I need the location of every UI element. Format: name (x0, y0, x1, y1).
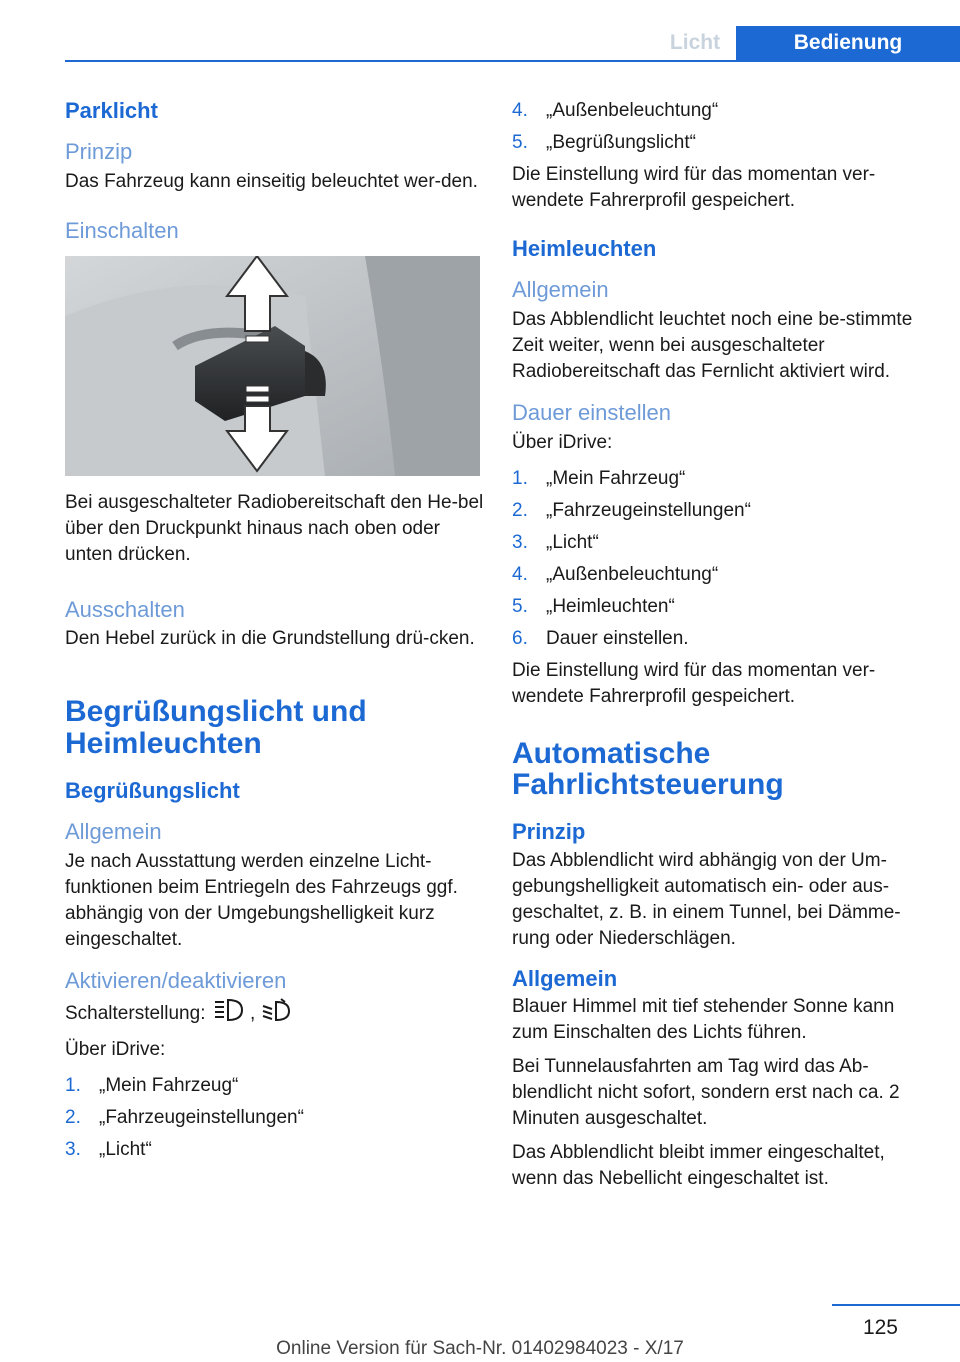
paragraph-einschalten: Bei ausgeschalteter Radiobereitschaft den He-bel über den Druckpunkt hinaus nach oben oder unten drücken. (65, 491, 484, 565)
steps-list-begruessungslicht (65, 1073, 485, 1163)
chapter-tab-bedienung: Bedienung (736, 26, 960, 60)
paragraph-allgemein-heim: Das Abblendlicht leuchtet noch eine be-stimmte Zeit weiter, wenn bei ausgeschalteter Radiobereitschaft das Fernlicht aktiviert wird. (512, 308, 913, 382)
page-number: 125 (862, 1316, 898, 1339)
idrive-label: Über iDrive: (65, 1039, 166, 1061)
section-heading-heimleuchten: Heimleuchten (512, 236, 657, 261)
list-item: 3. „Licht“ (65, 1139, 152, 1161)
section-heading-begruessungslicht: Begrüßungslicht (65, 777, 240, 803)
low-beam-icon (261, 997, 291, 1031)
idrive-label-right: Über iDrive: (512, 431, 613, 453)
switch-position-comma: , (250, 1003, 256, 1025)
list-item: 4. „Außenbeleuchtung“ (512, 100, 719, 121)
subheading-ausschalten: Ausschalten (65, 596, 185, 622)
list-item: 1. „Mein Fahrzeug“ (65, 1075, 239, 1097)
steps-list-heimleuchten (512, 466, 932, 652)
header-rule (65, 60, 960, 62)
page-header (0, 0, 960, 62)
subheading-allgemein-heim: Allgemein (512, 277, 609, 303)
paragraph-saved-2: Die Einstellung wird für das momentan ver-wendete Fahrerprofil gespeichert. (512, 659, 876, 707)
section-heading-prinzip: Prinzip (512, 819, 586, 845)
chapter-heading-begruessungslicht: Begrüßungslicht und Heimleuchten (65, 695, 367, 760)
subheading-prinzip: Prinzip (65, 139, 133, 165)
parking-light-icon (211, 997, 245, 1031)
paragraph-blauer-himmel: Blauer Himmel mit tief stehender Sonne kann zum Einschalten des Lichts führen. (512, 995, 895, 1043)
list-item: 5. „Begrüßungslicht“ (512, 132, 696, 153)
left-column (65, 98, 485, 1169)
paragraph-saved-1: Die Einstellung wird für das momentan ver-wendete Fahrerprofil gespeichert. (512, 164, 876, 211)
chapter-heading-fahrlichtsteuerung: Automatische Fahrlichtsteuerung (512, 736, 784, 802)
subheading-allgemein: Allgemein (65, 819, 162, 845)
list-item: 4. „Außenbeleuchtung“ (512, 563, 719, 585)
footer-text: Online Version für Sach-Nr. 01402984023 - X/17 (276, 1338, 684, 1359)
subheading-einschalten: Einschalten (65, 217, 179, 243)
paragraph-ausschalten: Den Hebel zurück in die Grundstellung drü-cken. (65, 628, 475, 650)
list-item: 5. „Heimleuchten“ (512, 595, 675, 617)
list-item: 3. „Licht“ (512, 531, 599, 553)
paragraph-allgemein: Je nach Ausstattung werden einzelne Licht-funktionen beim Entriegeln des Fahrzeugs ggf. abhängig von der Umgebungshelligkeit kurz eingeschaltet. (65, 850, 458, 950)
turn-signal-lever-image (65, 256, 480, 476)
subheading-dauer: Dauer einstellen (512, 399, 671, 425)
section-heading-parklicht: Parklicht (65, 98, 158, 123)
steps-list-begruessungslicht-cont (512, 98, 932, 156)
right-column (512, 98, 932, 1206)
list-item: 2. „Fahrzeugeinstellungen“ (65, 1107, 304, 1129)
paragraph-prinzip-right: Das Abblendlicht wird abhängig von der Um-gebungshelligkeit automatisch ein- oder aus-geschaltet, z. B. in einem Tunnel, bei Dämme-rung oder Niederschlägen. (512, 849, 901, 949)
page-number-rule (832, 1304, 960, 1306)
section-heading-allgemein: Allgemein (512, 965, 618, 991)
chapter-tab-licht: Licht (669, 31, 721, 54)
list-item: 2. „Fahrzeugeinstellungen“ (512, 499, 751, 521)
paragraph-prinzip: Das Fahrzeug kann einseitig beleuchtet wer-den. (65, 170, 478, 192)
lever-illustration (65, 256, 480, 476)
list-item: 6. Dauer einstellen. (512, 627, 689, 649)
paragraph-tunnel: Bei Tunnelausfahrten am Tag wird das Ab-blendlicht nicht sofort, sondern erst nach ca. 2 Minuten ausgeschaltet. (512, 1055, 900, 1129)
list-item: 1. „Mein Fahrzeug“ (512, 467, 686, 489)
switch-position-label: Schalterstellung: (65, 1003, 206, 1025)
paragraph-nebellicht: Das Abblendlicht bleibt immer eingeschaltet, wenn das Nebellicht eingeschaltet ist. (512, 1141, 885, 1189)
subheading-aktivieren: Aktivieren/deaktivieren (65, 967, 287, 993)
switch-position-line (65, 997, 485, 1031)
